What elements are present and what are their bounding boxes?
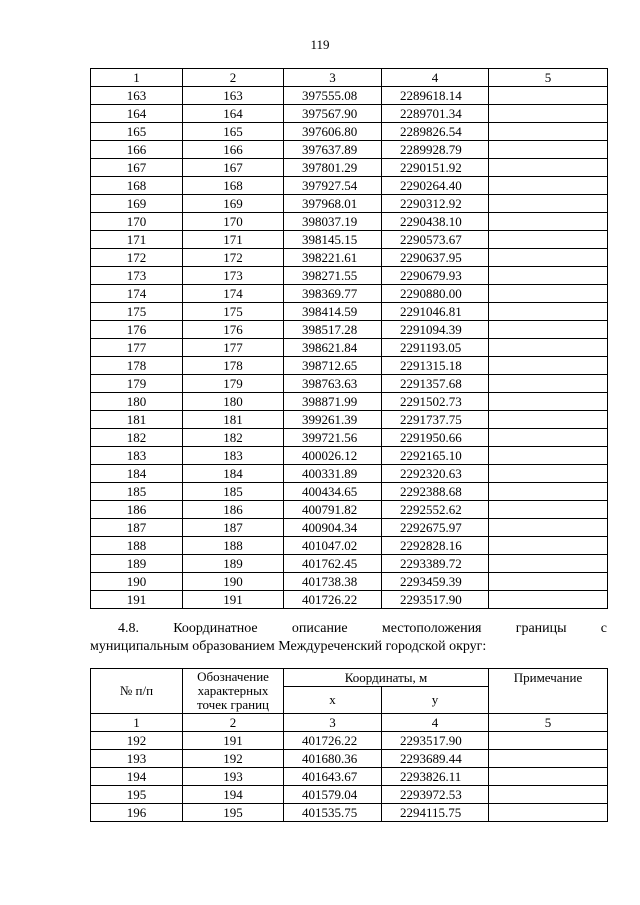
- cell-number: 168: [91, 177, 183, 195]
- cell-number: 169: [91, 195, 183, 213]
- cell-number: 178: [91, 357, 183, 375]
- cell-x: 397927.54: [284, 177, 382, 195]
- cell-number: 194: [91, 768, 183, 786]
- cell-x: 401579.04: [284, 786, 382, 804]
- header-index-3: 3: [284, 714, 382, 732]
- table-row: [91, 267, 608, 285]
- cell-number: 173: [91, 267, 183, 285]
- cell-x: 400904.34: [284, 519, 382, 537]
- cell-number: 192: [91, 732, 183, 750]
- cell-number: 186: [91, 501, 183, 519]
- heading-word: 4.8.: [118, 621, 139, 636]
- cell-note: [489, 141, 608, 159]
- header-index-1: 1: [91, 69, 183, 87]
- cell-x: 398763.63: [284, 375, 382, 393]
- cell-point: 177: [183, 339, 284, 357]
- cell-point: 165: [183, 123, 284, 141]
- table-row: [91, 249, 608, 267]
- cell-x: 397968.01: [284, 195, 382, 213]
- cell-x: 398517.28: [284, 321, 382, 339]
- cell-y: 2290264.40: [382, 177, 489, 195]
- cell-note: [489, 447, 608, 465]
- cell-number: 187: [91, 519, 183, 537]
- table-row: [91, 750, 608, 768]
- cell-note: [489, 213, 608, 231]
- table-row: [91, 732, 608, 750]
- header-index-2: 2: [183, 69, 284, 87]
- cell-x: 398871.99: [284, 393, 382, 411]
- cell-y: 2293389.72: [382, 555, 489, 573]
- heading-word: местоположения: [381, 621, 482, 636]
- table-row: [91, 105, 608, 123]
- cell-point: 171: [183, 231, 284, 249]
- cell-note: [489, 786, 608, 804]
- cell-number: 183: [91, 447, 183, 465]
- cell-number: 175: [91, 303, 183, 321]
- table-row: [91, 768, 608, 786]
- cell-number: 170: [91, 213, 183, 231]
- cell-number: 166: [91, 141, 183, 159]
- table-row: [91, 357, 608, 375]
- coordinates-table-continued: [90, 68, 608, 609]
- cell-y: 2292828.16: [382, 537, 489, 555]
- cell-note: [489, 555, 608, 573]
- cell-y: 2292388.68: [382, 483, 489, 501]
- cell-note: [489, 321, 608, 339]
- cell-point: 167: [183, 159, 284, 177]
- cell-point: 175: [183, 303, 284, 321]
- table-row: [91, 483, 608, 501]
- cell-y: 2291950.66: [382, 429, 489, 447]
- cell-y: 2291046.81: [382, 303, 489, 321]
- cell-point: 179: [183, 375, 284, 393]
- table-row: [91, 393, 608, 411]
- cell-number: 171: [91, 231, 183, 249]
- coordinates-table-new: [90, 668, 608, 822]
- cell-x: 401738.38: [284, 573, 382, 591]
- cell-note: [489, 537, 608, 555]
- cell-point: 172: [183, 249, 284, 267]
- cell-x: 397606.80: [284, 123, 382, 141]
- cell-x: 397555.08: [284, 87, 382, 105]
- cell-x: 399721.56: [284, 429, 382, 447]
- cell-number: 174: [91, 285, 183, 303]
- table-row: [91, 429, 608, 447]
- header-index-5: 5: [489, 69, 608, 87]
- cell-y: 2293517.90: [382, 732, 489, 750]
- cell-x: 401680.36: [284, 750, 382, 768]
- cell-point: 166: [183, 141, 284, 159]
- cell-point: 191: [183, 591, 284, 609]
- cell-number: 193: [91, 750, 183, 768]
- cell-x: 400434.65: [284, 483, 382, 501]
- table-row: [91, 213, 608, 231]
- cell-number: 179: [91, 375, 183, 393]
- cell-y: 2290637.95: [382, 249, 489, 267]
- cell-y: 2291193.05: [382, 339, 489, 357]
- cell-y: 2290312.92: [382, 195, 489, 213]
- cell-y: 2291094.39: [382, 321, 489, 339]
- cell-point: 174: [183, 285, 284, 303]
- table-row: [91, 87, 608, 105]
- cell-number: 165: [91, 123, 183, 141]
- table-row: [91, 555, 608, 573]
- cell-point: 190: [183, 573, 284, 591]
- cell-point: 176: [183, 321, 284, 339]
- cell-y: 2294115.75: [382, 804, 489, 822]
- cell-note: [489, 195, 608, 213]
- cell-x: 398145.15: [284, 231, 382, 249]
- heading-word: с: [600, 621, 607, 636]
- cell-x: 398221.61: [284, 249, 382, 267]
- cell-y: 2292552.62: [382, 501, 489, 519]
- cell-note: [489, 177, 608, 195]
- section-heading: [90, 620, 607, 656]
- page-number: 119: [310, 37, 330, 52]
- cell-note: [489, 249, 608, 267]
- cell-note: [489, 231, 608, 249]
- cell-note: [489, 591, 608, 609]
- header-number: № п/п: [91, 669, 183, 714]
- cell-note: [489, 732, 608, 750]
- table-row: [91, 573, 608, 591]
- cell-point: 168: [183, 177, 284, 195]
- cell-number: 184: [91, 465, 183, 483]
- section-heading-line2: муниципальным образованием Междуреченский городской округ:: [90, 639, 487, 654]
- cell-y: 2290438.10: [382, 213, 489, 231]
- cell-y: 2293689.44: [382, 750, 489, 768]
- cell-note: [489, 483, 608, 501]
- cell-point: 186: [183, 501, 284, 519]
- cell-x: 400026.12: [284, 447, 382, 465]
- cell-x: 401535.75: [284, 804, 382, 822]
- cell-x: 398414.59: [284, 303, 382, 321]
- cell-x: 397801.29: [284, 159, 382, 177]
- cell-note: [489, 357, 608, 375]
- table-row: [91, 285, 608, 303]
- cell-point: 194: [183, 786, 284, 804]
- cell-y: 2290573.67: [382, 231, 489, 249]
- cell-note: [489, 429, 608, 447]
- cell-point: 192: [183, 750, 284, 768]
- header-index-4: 4: [382, 69, 489, 87]
- table-row: [91, 537, 608, 555]
- header-index-2: 2: [183, 714, 284, 732]
- cell-point: 184: [183, 465, 284, 483]
- cell-point: 191: [183, 732, 284, 750]
- header-index-5: 5: [489, 714, 608, 732]
- table-row: [91, 447, 608, 465]
- cell-point: 173: [183, 267, 284, 285]
- cell-y: 2290679.93: [382, 267, 489, 285]
- table-row: [91, 786, 608, 804]
- cell-number: 185: [91, 483, 183, 501]
- cell-y: 2290880.00: [382, 285, 489, 303]
- cell-y: 2289826.54: [382, 123, 489, 141]
- cell-point: 181: [183, 411, 284, 429]
- cell-number: 190: [91, 573, 183, 591]
- table-row: [91, 231, 608, 249]
- table-index-row: [91, 714, 608, 732]
- cell-x: 401726.22: [284, 732, 382, 750]
- cell-number: 196: [91, 804, 183, 822]
- cell-number: 172: [91, 249, 183, 267]
- table-row: [91, 159, 608, 177]
- table-row: [91, 195, 608, 213]
- cell-x: 400791.82: [284, 501, 382, 519]
- table-row: [91, 804, 608, 822]
- header-index-4: 4: [382, 714, 489, 732]
- cell-note: [489, 123, 608, 141]
- table-row: [91, 321, 608, 339]
- table-row: [91, 411, 608, 429]
- header-y: y: [382, 687, 489, 714]
- cell-number: 176: [91, 321, 183, 339]
- cell-y: 2291315.18: [382, 357, 489, 375]
- heading-word: Координатное: [173, 621, 258, 636]
- table-index-row: [91, 69, 608, 87]
- cell-note: [489, 285, 608, 303]
- cell-y: 2292675.97: [382, 519, 489, 537]
- cell-x: 401047.02: [284, 537, 382, 555]
- cell-y: 2293459.39: [382, 573, 489, 591]
- cell-x: 398369.77: [284, 285, 382, 303]
- heading-word: границы: [515, 621, 567, 636]
- heading-word: описание: [291, 621, 348, 636]
- cell-y: 2289618.14: [382, 87, 489, 105]
- cell-x: 400331.89: [284, 465, 382, 483]
- cell-x: 397567.90: [284, 105, 382, 123]
- cell-y: 2291357.68: [382, 375, 489, 393]
- cell-number: 167: [91, 159, 183, 177]
- header-coordinates: Координаты, м: [284, 669, 489, 687]
- cell-y: 2291737.75: [382, 411, 489, 429]
- cell-point: 193: [183, 768, 284, 786]
- cell-point: 180: [183, 393, 284, 411]
- cell-point: 183: [183, 447, 284, 465]
- cell-x: 398621.84: [284, 339, 382, 357]
- cell-number: 195: [91, 786, 183, 804]
- cell-number: 188: [91, 537, 183, 555]
- cell-note: [489, 87, 608, 105]
- cell-y: 2293517.90: [382, 591, 489, 609]
- cell-point: 189: [183, 555, 284, 573]
- table-row: [91, 375, 608, 393]
- cell-note: [489, 519, 608, 537]
- cell-note: [489, 375, 608, 393]
- cell-point: 185: [183, 483, 284, 501]
- cell-y: 2293826.11: [382, 768, 489, 786]
- table-row: [91, 339, 608, 357]
- cell-point: 163: [183, 87, 284, 105]
- cell-number: 177: [91, 339, 183, 357]
- table-row: [91, 177, 608, 195]
- cell-y: 2293972.53: [382, 786, 489, 804]
- cell-y: 2289928.79: [382, 141, 489, 159]
- cell-x: 398712.65: [284, 357, 382, 375]
- cell-note: [489, 267, 608, 285]
- header-x: x: [284, 687, 382, 714]
- cell-point: 164: [183, 105, 284, 123]
- header-note: Примечание: [489, 669, 608, 714]
- cell-x: 399261.39: [284, 411, 382, 429]
- cell-number: 182: [91, 429, 183, 447]
- table-row: [91, 591, 608, 609]
- cell-number: 191: [91, 591, 183, 609]
- cell-note: [489, 573, 608, 591]
- cell-note: [489, 339, 608, 357]
- table-row: [91, 465, 608, 483]
- cell-number: 181: [91, 411, 183, 429]
- cell-number: 164: [91, 105, 183, 123]
- cell-x: 401643.67: [284, 768, 382, 786]
- cell-note: [489, 804, 608, 822]
- cell-point: 178: [183, 357, 284, 375]
- cell-x: 398037.19: [284, 213, 382, 231]
- cell-number: 189: [91, 555, 183, 573]
- cell-y: 2289701.34: [382, 105, 489, 123]
- cell-y: 2291502.73: [382, 393, 489, 411]
- cell-number: 180: [91, 393, 183, 411]
- cell-point: 195: [183, 804, 284, 822]
- table-row: [91, 141, 608, 159]
- cell-x: 401762.45: [284, 555, 382, 573]
- cell-y: 2290151.92: [382, 159, 489, 177]
- cell-point: 182: [183, 429, 284, 447]
- cell-note: [489, 411, 608, 429]
- cell-point: 187: [183, 519, 284, 537]
- cell-y: 2292320.63: [382, 465, 489, 483]
- cell-note: [489, 105, 608, 123]
- cell-note: [489, 768, 608, 786]
- cell-note: [489, 501, 608, 519]
- cell-note: [489, 750, 608, 768]
- header-point-label: Обозначение характерных точек границ: [183, 669, 284, 714]
- cell-point: 170: [183, 213, 284, 231]
- header-index-1: 1: [91, 714, 183, 732]
- header-index-3: 3: [284, 69, 382, 87]
- cell-note: [489, 159, 608, 177]
- cell-y: 2292165.10: [382, 447, 489, 465]
- cell-note: [489, 465, 608, 483]
- cell-x: 401726.22: [284, 591, 382, 609]
- table-row: [91, 519, 608, 537]
- cell-point: 169: [183, 195, 284, 213]
- table-row: [91, 303, 608, 321]
- table-row: [91, 123, 608, 141]
- cell-x: 398271.55: [284, 267, 382, 285]
- cell-point: 188: [183, 537, 284, 555]
- table-row: [91, 501, 608, 519]
- section-heading-line1: [90, 620, 607, 638]
- cell-x: 397637.89: [284, 141, 382, 159]
- cell-number: 163: [91, 87, 183, 105]
- cell-note: [489, 303, 608, 321]
- cell-note: [489, 393, 608, 411]
